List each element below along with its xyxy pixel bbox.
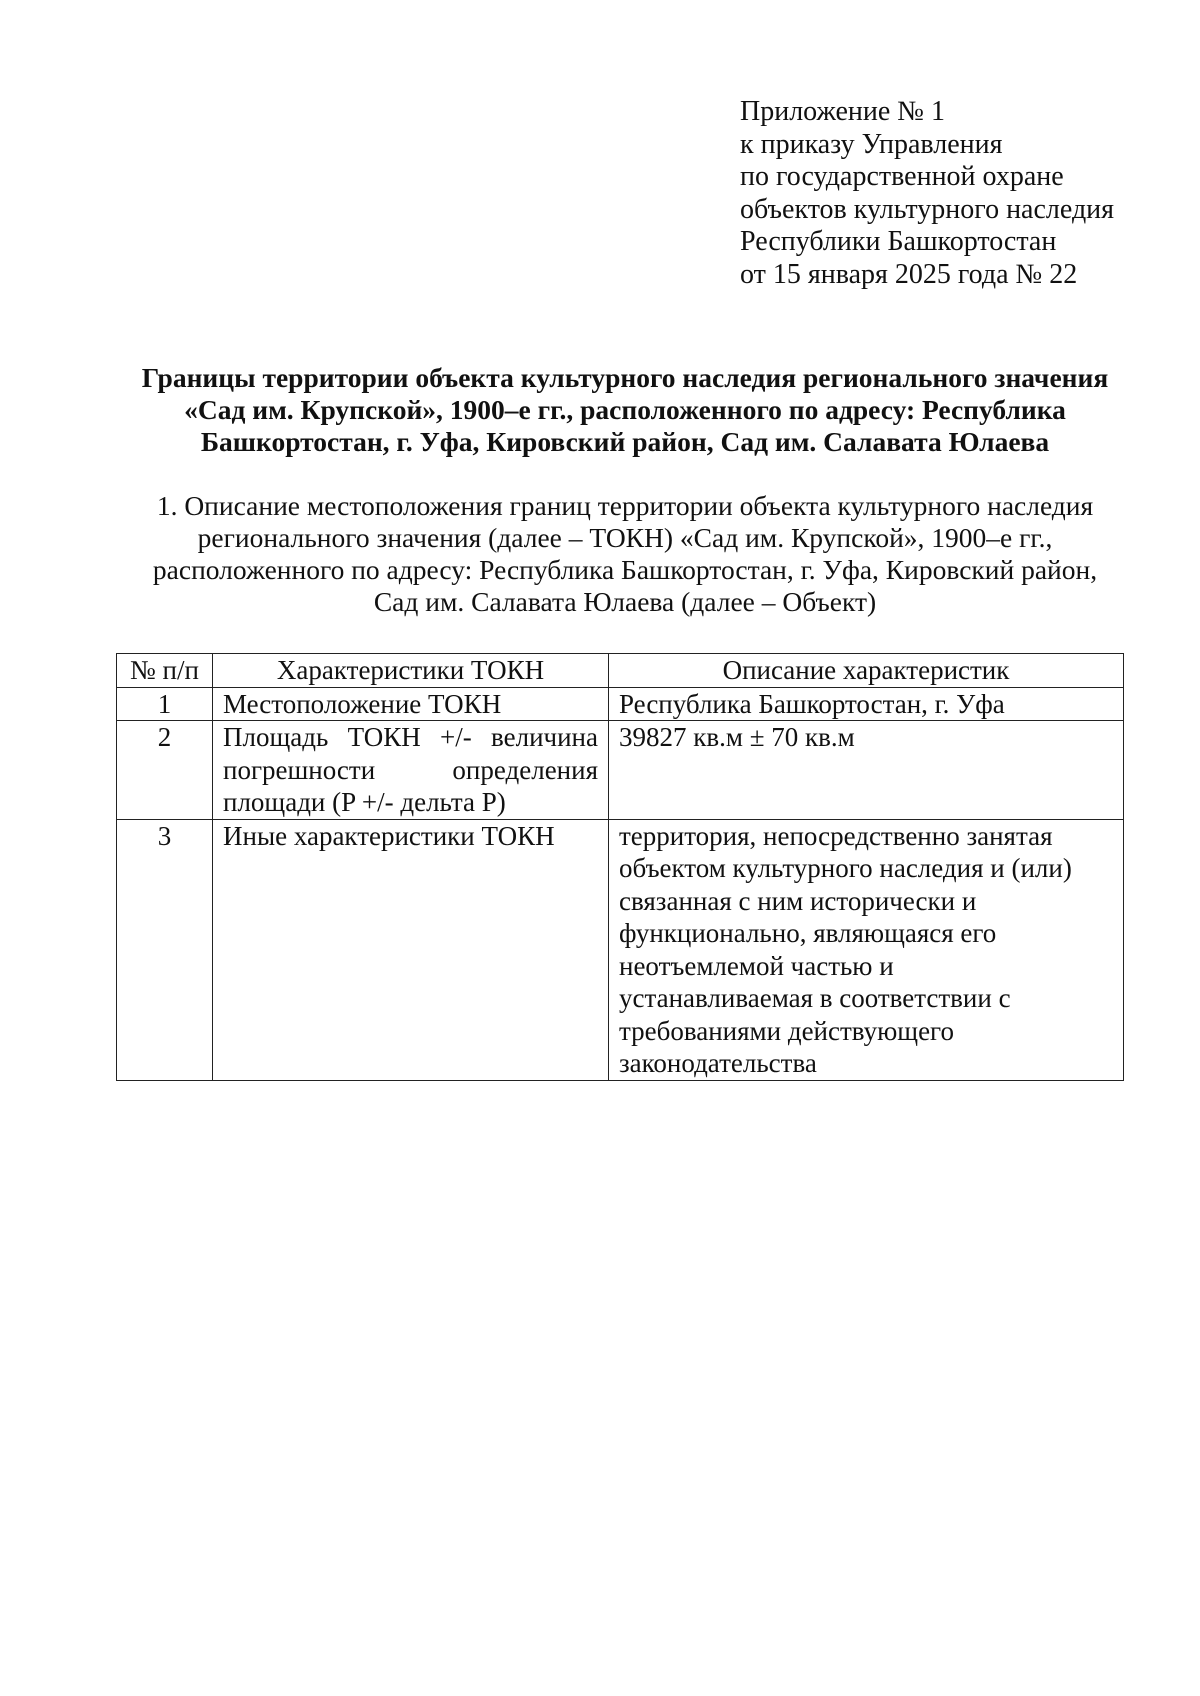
description-line: связанная с ним исторически и bbox=[619, 885, 977, 916]
section-heading-line: Сад им. Салавата Юлаева (далее – Объект) bbox=[373, 586, 877, 617]
document-title bbox=[110, 362, 1140, 458]
row-characteristic bbox=[213, 687, 609, 721]
description-line: 39827 кв.м ± 70 кв.м bbox=[619, 722, 855, 752]
characteristic-line: площади (P +/- дельта P) bbox=[223, 787, 506, 817]
appendix-line: объектов культурного наследия bbox=[740, 193, 1115, 225]
table-header-row bbox=[117, 654, 1124, 688]
row-description bbox=[609, 819, 1124, 1080]
table-row bbox=[117, 721, 1124, 820]
row-characteristic bbox=[213, 819, 609, 1080]
section-heading-line: расположенного по адресу: Республика Башкортостан, г. Уфа, Кировский район, bbox=[152, 554, 1098, 585]
table-row bbox=[117, 687, 1124, 721]
title-line: Башкортостан, г. Уфа, Кировский район, Сад им. Салавата Юлаева bbox=[200, 426, 1050, 457]
header-number: № п/п bbox=[117, 654, 213, 688]
row-characteristic bbox=[213, 721, 609, 820]
description-line: устанавливаемая в соответствии с bbox=[619, 983, 1011, 1013]
appendix-line: от 15 января 2025 года № 22 bbox=[740, 258, 1078, 290]
appendix-line: Республики Башкортостан bbox=[740, 226, 1057, 257]
header-characteristic: Характеристики ТОКН bbox=[213, 654, 609, 688]
title-line: Границы территории объекта культурного наследия регионального значения bbox=[141, 362, 1109, 393]
section-heading-line: 1. Описание местоположения границ территории объекта культурного наследия bbox=[156, 490, 1094, 521]
characteristics-table bbox=[116, 653, 1124, 1081]
row-number: 1 bbox=[117, 687, 213, 721]
description-line: неотъемлемой частью и bbox=[619, 950, 894, 981]
characteristic-line: погрешности определения bbox=[223, 754, 598, 785]
table-row bbox=[117, 819, 1124, 1080]
appendix-line: к приказу Управления bbox=[740, 128, 1003, 160]
description-line: Республика Башкортостан, г. Уфа bbox=[619, 688, 1005, 719]
title-line: «Сад им. Крупской», 1900–е гг., расположенного по адресу: Республика bbox=[184, 394, 1066, 425]
appendix-line: по государственной охране bbox=[740, 161, 1064, 192]
row-number: 3 bbox=[117, 819, 213, 1080]
description-line: территория, непосредственно занятая bbox=[619, 820, 1053, 851]
section-heading-line: регионального значения (далее – ТОКН) «Сад им. Крупской», 1900–е гг., bbox=[197, 522, 1053, 553]
characteristic-line: Местоположение ТОКН bbox=[223, 688, 502, 719]
characteristic-line: Иные характеристики ТОКН bbox=[223, 820, 555, 851]
description-line: функционально, являющаяся его bbox=[619, 918, 997, 948]
row-number: 2 bbox=[117, 721, 213, 820]
header-description: Описание характеристик bbox=[609, 654, 1124, 688]
section-heading bbox=[110, 490, 1140, 618]
row-description bbox=[609, 687, 1124, 721]
row-description bbox=[609, 721, 1124, 820]
description-line: требованиями действующего bbox=[619, 1015, 954, 1046]
description-line: законодательства bbox=[619, 1048, 817, 1078]
appendix-line: Приложение № 1 bbox=[740, 96, 945, 127]
appendix-block bbox=[740, 96, 1114, 291]
characteristic-line: Площадь ТОКН +/- величина bbox=[223, 722, 598, 752]
description-line: объектом культурного наследия и (или) bbox=[619, 853, 1072, 883]
